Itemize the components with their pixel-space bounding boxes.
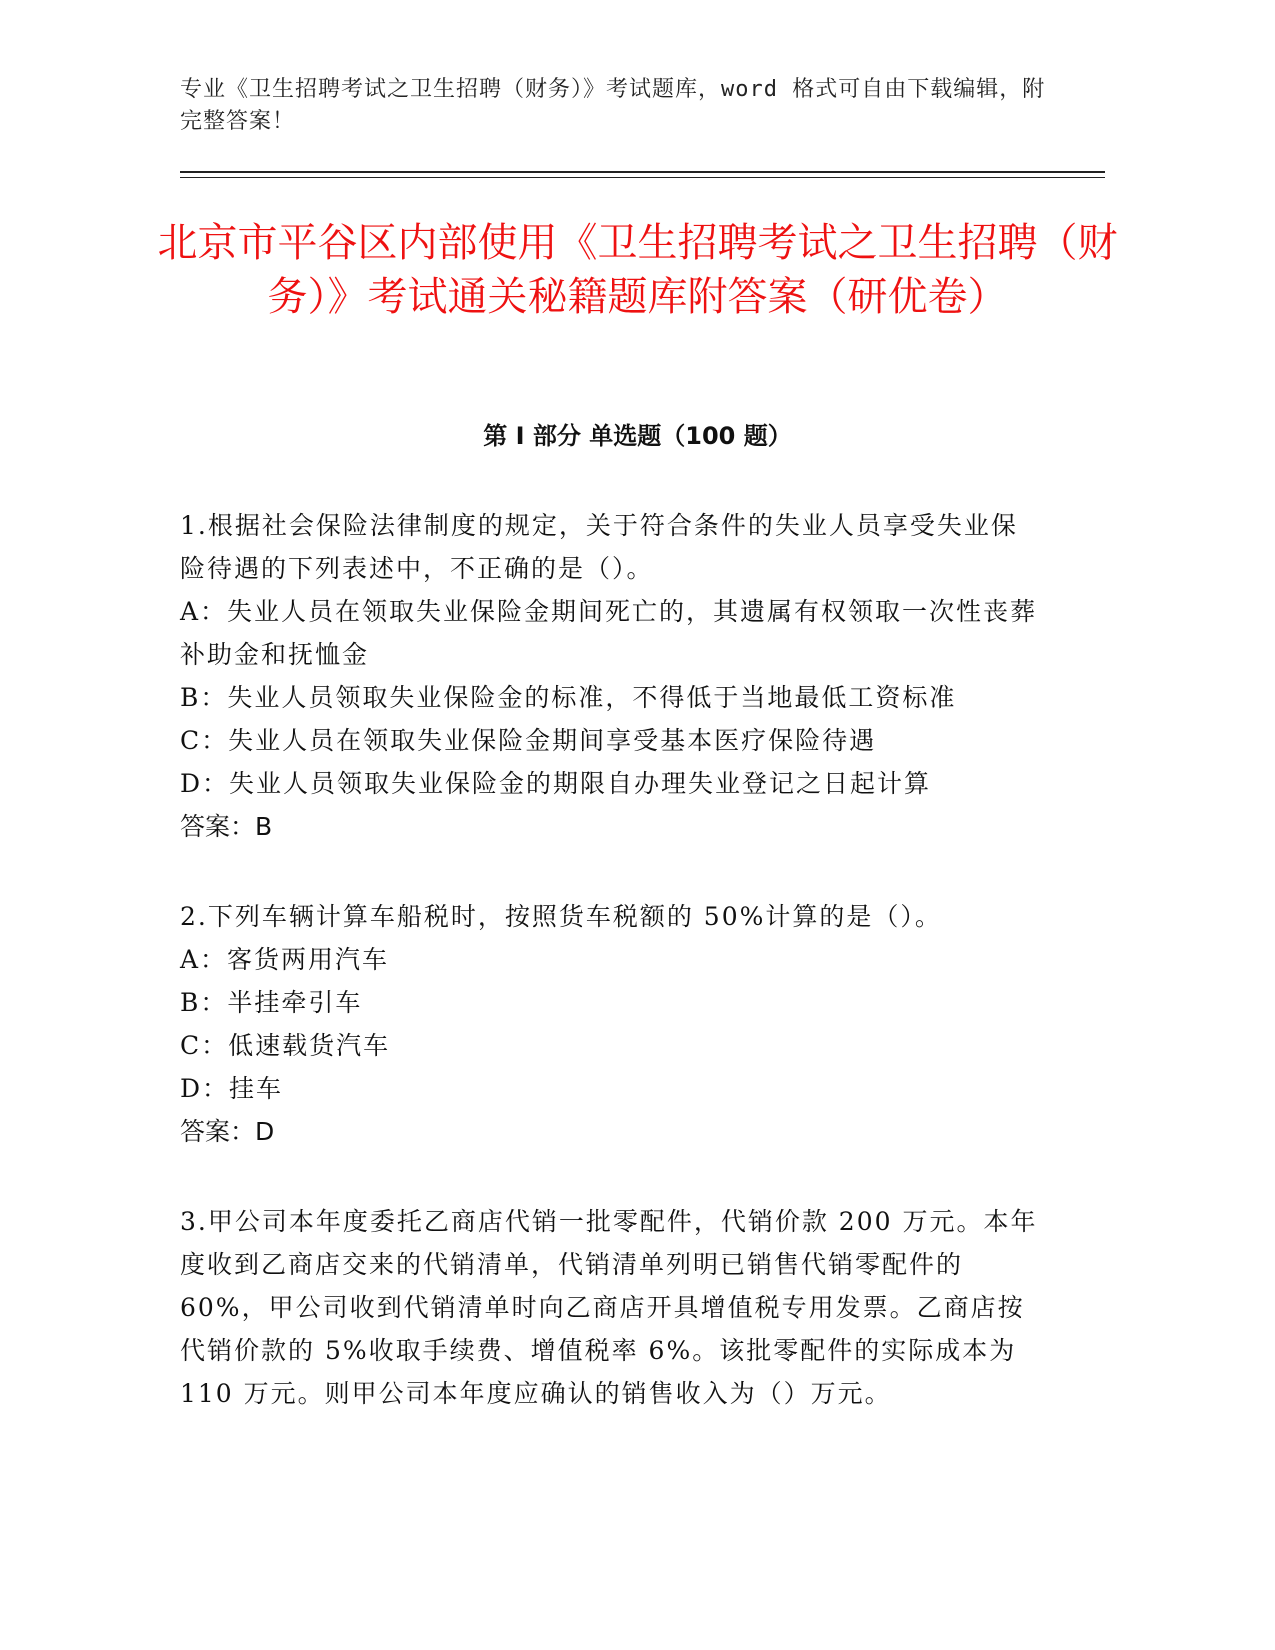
header-note: 专业《卫生招聘考试之卫生招聘（财务）》考试题库，word 格式可自由下载编辑，附完整答案！: [180, 77, 1046, 134]
question-stem: 3.甲公司本年度委托乙商店代销一批零配件，代销价款 200 万元。本年度收到乙商店交来的代销清单，代销清单列明已销售代销零配件的 60%，甲公司收到代销清单时向乙商店开具增值税专用发票。乙商店按代销价款的 5%收取手续费、增值税率 6%。该批零配件的实际成本为 110 万元。则甲公司本年度应确认的销售收入为（）万元。: [180, 1207, 1038, 1408]
option-a: A：失业人员在领取失业保险金期间死亡的，其遗属有权领取一次性丧葬补助金和抚恤金: [180, 597, 1038, 669]
option-b: B：失业人员领取失业保险金的标准，不得低于当地最低工资标准: [180, 683, 957, 712]
option-b: B：半挂牵引车: [180, 988, 363, 1017]
header-divider-thick: [180, 171, 1105, 173]
option-c: C：失业人员在领取失业保险金期间享受基本医疗保险待遇: [180, 726, 877, 755]
question-1: [180, 504, 1040, 848]
option-a: A：客货两用汽车: [180, 945, 390, 974]
header-divider-thin: [180, 177, 1105, 178]
option-d: D：失业人员领取失业保险金的期限自办理失业登记之日起计算: [180, 769, 932, 798]
question-3: [180, 1200, 1040, 1415]
section-heading: 第 I 部分 单选题（100 题）: [483, 422, 792, 450]
document-title: 北京市平谷区内部使用《卫生招聘考试之卫生招聘（财务）》考试通关秘籍题库附答案（研优卷）: [157, 220, 1118, 320]
question-2: [180, 895, 1040, 1153]
option-c: C：低速载货汽车: [180, 1031, 391, 1060]
option-d: D：挂车: [180, 1074, 284, 1103]
question-stem: 1.根据社会保险法律制度的规定，关于符合条件的失业人员享受失业保险待遇的下列表述中，不正确的是（）。: [180, 511, 1018, 583]
question-stem: 2.下列车辆计算车船税时，按照货车税额的 50%计算的是（）。: [180, 902, 942, 931]
answer-label: 答案：D: [180, 1117, 275, 1146]
answer-label: 答案：B: [180, 812, 273, 841]
